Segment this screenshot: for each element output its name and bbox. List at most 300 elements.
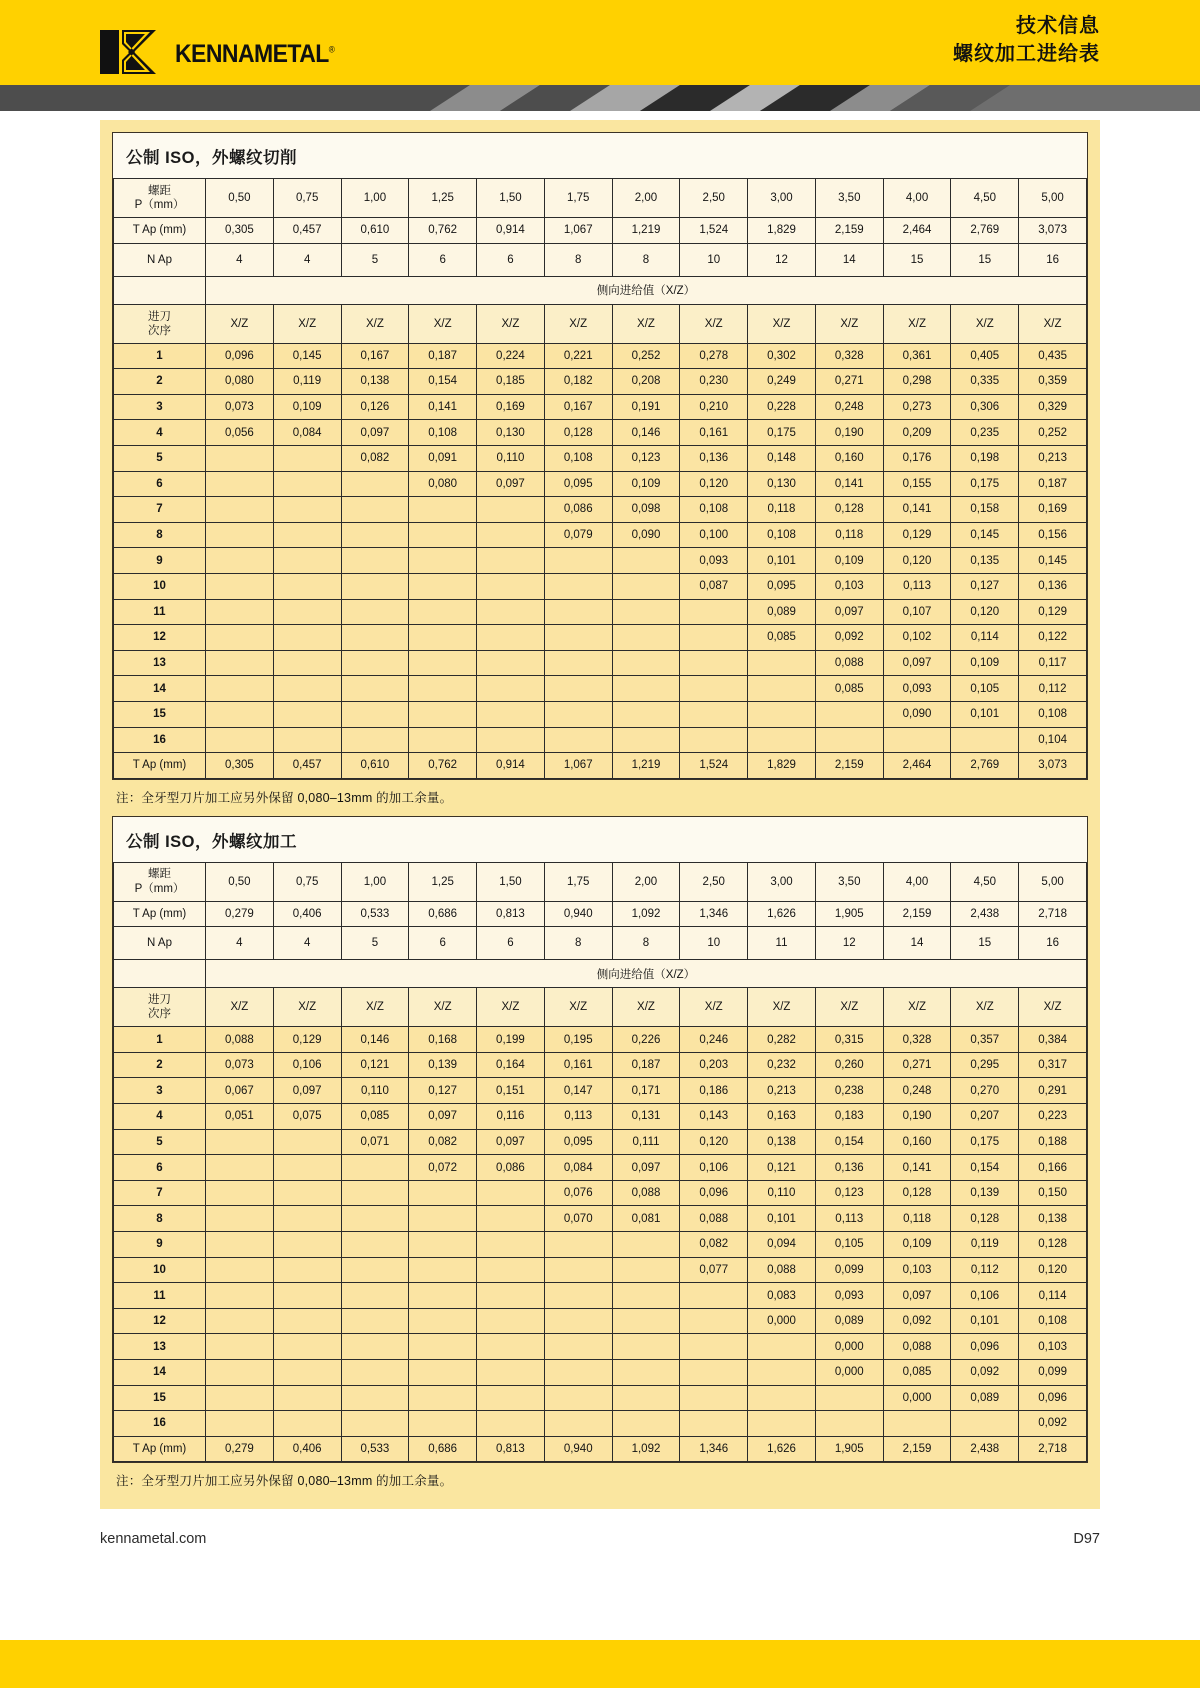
tap-cell: 0,762 <box>409 218 477 244</box>
pass-label-line1: 进刀 <box>148 994 171 1007</box>
pass-index: 8 <box>114 522 206 548</box>
feed-cell: 0,357 <box>951 1027 1019 1053</box>
feed-cell: 0,112 <box>1019 676 1087 702</box>
kennametal-k-logo-icon <box>100 30 168 79</box>
tap-cell: 1,067 <box>544 218 612 244</box>
pass-index: 3 <box>114 1078 206 1104</box>
nap-cell: 5 <box>341 927 409 960</box>
feed-cell: 0,141 <box>883 1155 951 1181</box>
row-label-pitch <box>114 862 206 901</box>
feed-cell: 0,129 <box>273 1027 341 1053</box>
feed-cell <box>409 497 477 523</box>
feed-cell: 0,207 <box>951 1104 1019 1130</box>
feed-cell: 0,185 <box>477 369 545 395</box>
feed-cell: 0,117 <box>1019 650 1087 676</box>
feed-cell <box>544 1334 612 1360</box>
feed-cell <box>206 676 274 702</box>
lateral-feed-label: 侧向进给值（X/Z） <box>206 276 1087 304</box>
nap-cell: 11 <box>748 927 816 960</box>
footer-tap-cell: 0,533 <box>341 1436 409 1462</box>
feed-cell: 0,128 <box>951 1206 1019 1232</box>
feed-cell: 0,098 <box>612 497 680 523</box>
feed-cell: 0,136 <box>815 1155 883 1181</box>
feed-cell: 0,102 <box>883 625 951 651</box>
decorative-stripe-band <box>0 85 1200 111</box>
feed-cell: 0,096 <box>951 1334 1019 1360</box>
feed-cell <box>477 1206 545 1232</box>
page-title: 技术信息 <box>1016 15 1100 37</box>
pass-index: 12 <box>114 625 206 651</box>
website-link[interactable]: kennametal.com <box>100 1531 207 1548</box>
feed-cell: 0,120 <box>951 599 1019 625</box>
table-row <box>114 471 1087 497</box>
pass-index: 15 <box>114 1385 206 1411</box>
table-row <box>114 522 1087 548</box>
page-header <box>0 0 1200 85</box>
table-row <box>114 1180 1087 1206</box>
feed-cell: 0,086 <box>544 497 612 523</box>
pass-index: 2 <box>114 1052 206 1078</box>
feed-cell: 0,109 <box>815 548 883 574</box>
feed-cell: 0,238 <box>815 1078 883 1104</box>
feed-cell: 0,127 <box>409 1078 477 1104</box>
feed-cell <box>273 701 341 727</box>
feed-cell: 0,329 <box>1019 394 1087 420</box>
feed-cell <box>273 573 341 599</box>
tap-cell: 1,829 <box>748 218 816 244</box>
feed-cell <box>273 1385 341 1411</box>
feed-cell <box>612 548 680 574</box>
table-row <box>114 701 1087 727</box>
feed-cell: 0,000 <box>815 1334 883 1360</box>
tap-cell: 0,406 <box>273 901 341 927</box>
table-row <box>114 548 1087 574</box>
feed-cell: 0,187 <box>612 1052 680 1078</box>
feed-cell <box>680 625 748 651</box>
feed-cell: 0,076 <box>544 1180 612 1206</box>
feed-cell: 0,154 <box>409 369 477 395</box>
xz-header-cell: X/Z <box>748 988 816 1027</box>
feed-cell <box>477 573 545 599</box>
feed-cell: 0,088 <box>206 1027 274 1053</box>
footer-tap-cell: 0,610 <box>341 753 409 779</box>
pass-index: 15 <box>114 701 206 727</box>
feed-cell: 0,270 <box>951 1078 1019 1104</box>
feed-cell <box>748 701 816 727</box>
feed-cell <box>477 1411 545 1437</box>
feed-cell <box>273 676 341 702</box>
feed-cell <box>409 1308 477 1334</box>
footer-tap-cell: 2,159 <box>815 753 883 779</box>
nap-cell: 10 <box>680 927 748 960</box>
feed-cell: 0,248 <box>883 1078 951 1104</box>
footer-tap-cell: 2,159 <box>883 1436 951 1462</box>
table-row-footer-tap <box>114 1436 1087 1462</box>
pass-index: 1 <box>114 343 206 369</box>
feed-cell <box>544 1232 612 1258</box>
feed-cell <box>409 1411 477 1437</box>
feed-cell: 0,118 <box>883 1206 951 1232</box>
feed-cell: 0,101 <box>951 1308 1019 1334</box>
pass-index: 9 <box>114 548 206 574</box>
section-title: 公制 ISO，外螺纹加工 <box>113 817 1087 862</box>
feed-cell: 0,186 <box>680 1078 748 1104</box>
table-row <box>114 1078 1087 1104</box>
row-label-footer-tap: T Ap (mm) <box>114 753 206 779</box>
feed-cell: 0,092 <box>951 1360 1019 1386</box>
table-row <box>114 650 1087 676</box>
feed-cell <box>273 1411 341 1437</box>
feed-cell <box>273 1308 341 1334</box>
table-row-pitch <box>114 179 1087 218</box>
feed-cell <box>409 1360 477 1386</box>
feed-cell <box>206 1308 274 1334</box>
feed-cell: 0,190 <box>815 420 883 446</box>
feed-cell: 0,271 <box>883 1052 951 1078</box>
feed-cell: 0,071 <box>341 1129 409 1155</box>
feed-cell: 0,094 <box>748 1232 816 1258</box>
feed-cell: 0,084 <box>273 420 341 446</box>
footer-tap-cell: 0,686 <box>409 1436 477 1462</box>
feed-cell <box>341 1385 409 1411</box>
feed-cell: 0,191 <box>612 394 680 420</box>
feed-cell: 0,103 <box>883 1257 951 1283</box>
xz-header-cell: X/Z <box>815 304 883 343</box>
feed-cell: 0,087 <box>680 573 748 599</box>
feed-cell: 0,232 <box>748 1052 816 1078</box>
pass-index: 14 <box>114 676 206 702</box>
nap-cell: 4 <box>273 243 341 276</box>
table-row <box>114 1232 1087 1258</box>
feed-cell <box>544 650 612 676</box>
pitch-cell: 0,75 <box>273 862 341 901</box>
feed-cell: 0,271 <box>815 369 883 395</box>
tap-cell: 1,346 <box>680 901 748 927</box>
pass-index: 6 <box>114 1155 206 1181</box>
table-row-nap <box>114 243 1087 276</box>
pass-index: 12 <box>114 1308 206 1334</box>
feed-cell <box>273 497 341 523</box>
feed-cell: 0,145 <box>1019 548 1087 574</box>
feed-cell <box>612 1257 680 1283</box>
pitch-cell: 1,25 <box>409 179 477 218</box>
feed-cell <box>341 1411 409 1437</box>
feed-cell: 0,120 <box>680 471 748 497</box>
feed-cell: 0,085 <box>883 1360 951 1386</box>
xz-header-cell: X/Z <box>544 988 612 1027</box>
feed-cell <box>206 1257 274 1283</box>
row-label-nap: N Ap <box>114 927 206 960</box>
nap-cell: 14 <box>815 243 883 276</box>
feed-cell: 0,090 <box>612 522 680 548</box>
feed-cell <box>544 727 612 753</box>
xz-header-cell: X/Z <box>409 304 477 343</box>
pitch-cell: 3,50 <box>815 862 883 901</box>
footer-tap-cell: 0,305 <box>206 753 274 779</box>
feed-cell <box>273 522 341 548</box>
feed-cell <box>612 701 680 727</box>
feed-cell <box>680 676 748 702</box>
nap-cell: 6 <box>409 927 477 960</box>
footer-tap-cell: 2,718 <box>1019 1436 1087 1462</box>
feed-cell: 0,119 <box>951 1232 1019 1258</box>
feed-cell <box>477 548 545 574</box>
tap-cell: 0,940 <box>544 901 612 927</box>
feed-cell <box>206 548 274 574</box>
tap-cell: 2,769 <box>951 218 1019 244</box>
feed-cell: 0,092 <box>815 625 883 651</box>
feed-cell: 0,110 <box>341 1078 409 1104</box>
feed-cell: 0,097 <box>477 471 545 497</box>
nap-cell: 8 <box>612 243 680 276</box>
section-external-thread-machining <box>112 816 1088 1464</box>
feed-cell: 0,361 <box>883 343 951 369</box>
nap-cell: 16 <box>1019 927 1087 960</box>
feed-cell: 0,126 <box>341 394 409 420</box>
tap-cell: 0,279 <box>206 901 274 927</box>
feed-cell <box>477 1334 545 1360</box>
feed-cell: 0,138 <box>748 1129 816 1155</box>
feed-cell <box>815 1385 883 1411</box>
feed-cell <box>409 650 477 676</box>
pitch-cell: 1,75 <box>544 179 612 218</box>
footer-tap-cell: 2,464 <box>883 753 951 779</box>
feed-cell: 0,405 <box>951 343 1019 369</box>
feed-cell: 0,182 <box>544 369 612 395</box>
table-row <box>114 394 1087 420</box>
feed-cell: 0,107 <box>883 599 951 625</box>
feed-cell: 0,145 <box>951 522 1019 548</box>
feed-cell: 0,175 <box>951 471 1019 497</box>
feed-cell: 0,092 <box>883 1308 951 1334</box>
feed-cell <box>680 727 748 753</box>
pitch-cell: 3,00 <box>748 179 816 218</box>
feed-cell <box>341 522 409 548</box>
pass-index: 9 <box>114 1232 206 1258</box>
feed-cell <box>206 625 274 651</box>
feed-cell <box>612 1360 680 1386</box>
pitch-cell: 4,00 <box>883 179 951 218</box>
feed-cell <box>815 1411 883 1437</box>
feed-cell: 0,100 <box>680 522 748 548</box>
table-row <box>114 1206 1087 1232</box>
feed-cell <box>409 1257 477 1283</box>
feed-cell <box>477 1385 545 1411</box>
feed-cell: 0,000 <box>883 1385 951 1411</box>
feed-cell <box>206 1411 274 1437</box>
feed-cell <box>748 1334 816 1360</box>
nap-cell: 4 <box>206 927 274 960</box>
xz-header-cell: X/Z <box>409 988 477 1027</box>
feed-cell: 0,097 <box>883 650 951 676</box>
tap-cell: 1,219 <box>612 218 680 244</box>
pitch-cell: 1,50 <box>477 862 545 901</box>
pass-label-line1: 进刀 <box>148 310 171 323</box>
feed-cell <box>748 1411 816 1437</box>
footer-tap-cell: 1,067 <box>544 753 612 779</box>
feed-cell <box>815 701 883 727</box>
feed-cell: 0,167 <box>341 343 409 369</box>
feed-cell <box>409 522 477 548</box>
table-row <box>114 625 1087 651</box>
feed-cell <box>680 599 748 625</box>
feed-cell: 0,156 <box>1019 522 1087 548</box>
pitch-cell: 1,00 <box>341 179 409 218</box>
pass-index: 6 <box>114 471 206 497</box>
feed-cell: 0,252 <box>612 343 680 369</box>
feed-cell: 0,295 <box>951 1052 1019 1078</box>
pass-index: 8 <box>114 1206 206 1232</box>
feed-cell <box>680 1308 748 1334</box>
feed-cell <box>273 650 341 676</box>
pass-index: 11 <box>114 1283 206 1309</box>
footer-tap-cell: 1,626 <box>748 1436 816 1462</box>
tap-cell: 1,626 <box>748 901 816 927</box>
feed-cell: 0,141 <box>815 471 883 497</box>
feed-cell: 0,092 <box>1019 1411 1087 1437</box>
nap-cell: 6 <box>477 243 545 276</box>
feed-cell: 0,095 <box>544 471 612 497</box>
feed-cell <box>612 573 680 599</box>
feed-cell: 0,105 <box>815 1232 883 1258</box>
feed-cell: 0,082 <box>341 445 409 471</box>
pitch-label-line1: 螺距 <box>148 868 171 881</box>
table-row-tap <box>114 218 1087 244</box>
pitch-label-line1: 螺距 <box>148 184 171 197</box>
row-label-pass-order <box>114 988 206 1027</box>
lateral-feed-label: 侧向进给值（X/Z） <box>206 960 1087 988</box>
pitch-cell: 0,75 <box>273 179 341 218</box>
feed-cell: 0,105 <box>951 676 1019 702</box>
tap-cell: 2,159 <box>815 218 883 244</box>
feed-cell: 0,108 <box>409 420 477 446</box>
feed-cell <box>273 1232 341 1258</box>
feed-cell: 0,136 <box>1019 573 1087 599</box>
feed-cell <box>748 1385 816 1411</box>
feed-cell: 0,130 <box>477 420 545 446</box>
feed-cell: 0,224 <box>477 343 545 369</box>
xz-header-cell: X/Z <box>341 988 409 1027</box>
table-row-footer-tap <box>114 753 1087 779</box>
table-row <box>114 420 1087 446</box>
feed-cell <box>206 1155 274 1181</box>
feed-table-2 <box>113 862 1087 1463</box>
feed-cell <box>544 1360 612 1386</box>
pitch-cell: 2,50 <box>680 862 748 901</box>
footer-tap-cell: 0,279 <box>206 1436 274 1462</box>
feed-cell <box>409 1334 477 1360</box>
feed-cell: 0,116 <box>477 1104 545 1130</box>
xz-header-cell: X/Z <box>612 304 680 343</box>
table-row <box>114 1308 1087 1334</box>
feed-cell: 0,082 <box>409 1129 477 1155</box>
tap-cell: 3,073 <box>1019 218 1087 244</box>
feed-cell: 0,335 <box>951 369 1019 395</box>
feed-cell: 0,291 <box>1019 1078 1087 1104</box>
xz-header-cell: X/Z <box>477 988 545 1027</box>
feed-cell: 0,089 <box>748 599 816 625</box>
feed-cell <box>273 1206 341 1232</box>
feed-cell: 0,084 <box>544 1155 612 1181</box>
pass-index: 7 <box>114 1180 206 1206</box>
feed-cell <box>409 701 477 727</box>
feed-cell: 0,127 <box>951 573 1019 599</box>
feed-cell <box>341 676 409 702</box>
feed-cell: 0,108 <box>544 445 612 471</box>
feed-cell: 0,282 <box>748 1027 816 1053</box>
footer-tap-cell: 1,905 <box>815 1436 883 1462</box>
feed-cell: 0,088 <box>883 1334 951 1360</box>
feed-cell: 0,260 <box>815 1052 883 1078</box>
table-row <box>114 573 1087 599</box>
feed-cell <box>612 1385 680 1411</box>
nap-cell: 8 <box>612 927 680 960</box>
feed-cell: 0,086 <box>477 1155 545 1181</box>
feed-cell: 0,120 <box>1019 1257 1087 1283</box>
xz-header-cell: X/Z <box>1019 988 1087 1027</box>
bottom-bar-white-strip <box>0 1688 1200 1698</box>
table-row <box>114 1052 1087 1078</box>
feed-cell <box>544 701 612 727</box>
feed-cell <box>273 727 341 753</box>
feed-cell: 0,093 <box>680 548 748 574</box>
tap-cell: 2,718 <box>1019 901 1087 927</box>
footer-tap-cell: 0,457 <box>273 753 341 779</box>
pass-label-line2: 次序 <box>148 324 171 337</box>
section-title: 公制 ISO，外螺纹切削 <box>113 133 1087 178</box>
xz-header-cell: X/Z <box>206 988 274 1027</box>
feed-cell: 0,328 <box>815 343 883 369</box>
feed-cell <box>544 1385 612 1411</box>
page-subtitle: 螺纹加工进给表 <box>953 43 1100 66</box>
feed-cell: 0,110 <box>748 1180 816 1206</box>
feed-cell: 0,146 <box>341 1027 409 1053</box>
feed-cell: 0,128 <box>1019 1232 1087 1258</box>
feed-cell <box>273 625 341 651</box>
feed-cell <box>341 727 409 753</box>
feed-cell: 0,088 <box>748 1257 816 1283</box>
table-row-lateral-feed-header <box>114 960 1087 988</box>
feed-cell: 0,120 <box>680 1129 748 1155</box>
feed-cell: 0,095 <box>748 573 816 599</box>
feed-cell: 0,096 <box>206 343 274 369</box>
feed-cell: 0,235 <box>951 420 1019 446</box>
feed-cell: 0,080 <box>206 369 274 395</box>
page-footer <box>0 1509 1200 1547</box>
feed-cell: 0,129 <box>1019 599 1087 625</box>
feed-cell: 0,106 <box>680 1155 748 1181</box>
feed-cell: 0,108 <box>748 522 816 548</box>
feed-cell <box>273 471 341 497</box>
feed-cell: 0,317 <box>1019 1052 1087 1078</box>
feed-cell: 0,097 <box>409 1104 477 1130</box>
feed-cell: 0,384 <box>1019 1027 1087 1053</box>
feed-cell: 0,230 <box>680 369 748 395</box>
feed-cell <box>206 522 274 548</box>
footer-tap-cell: 0,940 <box>544 1436 612 1462</box>
feed-cell <box>341 497 409 523</box>
feed-cell: 0,079 <box>544 522 612 548</box>
feed-cell <box>680 1283 748 1309</box>
feed-cell: 0,198 <box>951 445 1019 471</box>
feed-cell <box>477 625 545 651</box>
feed-cell: 0,096 <box>680 1180 748 1206</box>
feed-cell: 0,161 <box>680 420 748 446</box>
feed-cell: 0,097 <box>341 420 409 446</box>
feed-cell: 0,136 <box>680 445 748 471</box>
feed-cell: 0,228 <box>748 394 816 420</box>
xz-header-cell: X/Z <box>544 304 612 343</box>
